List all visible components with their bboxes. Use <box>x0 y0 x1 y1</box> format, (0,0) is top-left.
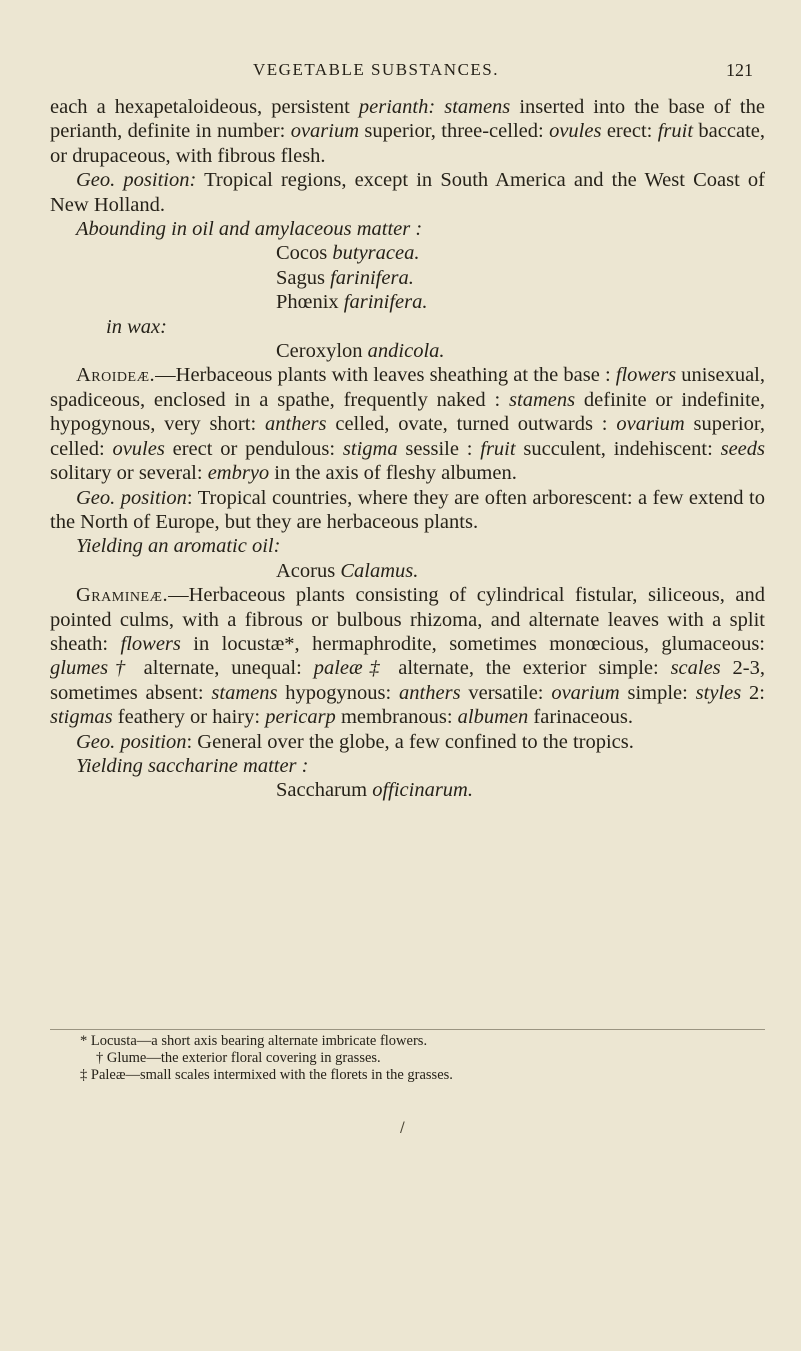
paragraph-gramineae-geo: Geo. position: General over the globe, a few confined to the tropics. <box>76 730 634 753</box>
running-header <box>0 60 801 84</box>
footnotes <box>50 1033 765 1084</box>
species-acorus: Acorus Calamus. <box>276 559 419 582</box>
species-saccharum: Saccharum officinarum. <box>276 779 473 802</box>
paragraph-gramineae: Gramineæ.—Herbaceous plants consisting of cylindrical fistular, siliceous, and pointed culms, with a fibrous or bulbous rhizoma, and alternate leaves with a split sheath: flowers in locustæ*, hermaphrodite, sometimes monœcious, glumaceous: glumes† alternate, unequal: paleæ‡ alternate, the exterior simple: scales 2-3, sometimes absent: stamens hypogynous: anthers versatile: ovarium simple: styles 2: stigmas feathery or hairy: pericarp membranous: albumen farinaceous. <box>50 584 765 729</box>
paragraph-palm-description: each a hexapetaloideous, persistent perianth: stamens inserted into the base of the perianth, definite in number: ovarium superior, three-celled: ovules erect: fruit baccate, or drupaceous, with fibrous flesh. <box>50 96 765 167</box>
species-phoenix: Phœnix farinifera. <box>276 291 428 314</box>
footnote-locusta: * Locusta—a short axis bearing alternate imbricate flowers. <box>80 1033 428 1049</box>
species-ceroxylon: Ceroxylon andicola. <box>276 340 445 363</box>
paragraph-aroideae-geo: Geo. position: Tropical countries, where they are often arborescent: a few extend to the North of Europe, but they are herbaceous plants. <box>50 486 766 533</box>
footnote-glume: † Glume—the exterior floral covering in grasses. <box>96 1050 381 1066</box>
footnote-paleae: ‡ Paleæ—small scales intermixed with the florets in the grasses. <box>80 1067 453 1083</box>
stray-mark: / <box>400 1120 405 1136</box>
species-cocos: Cocos butyracea. <box>276 242 420 265</box>
paragraph-in-wax: in wax: <box>106 315 167 338</box>
page-number: 121 <box>726 60 753 80</box>
species-sagus: Sagus farinifera. <box>276 266 414 289</box>
paragraph-saccharine: Yielding saccharine matter : <box>76 754 309 777</box>
paragraph-aroideae: Aroideæ.—Herbaceous plants with leaves sheathing at the base : flowers unisexual, spadiceous, enclosed in a spathe, frequently naked : stamens definite or indefinite, hypogynous, very short: anthers celled, ovate, turned outwards : ovarium superior, celled: ovules erect or pendulous: stigma sessile : fruit succulent, indehiscent: seeds solitary or several: embryo in the axis of fleshy albumen. <box>50 364 765 485</box>
paragraph-palm-geo: Geo. position: Tropical regions, except in South America and the West Coast of New Holland. <box>50 169 765 216</box>
paragraph-aromatic-oil: Yielding an aromatic oil: <box>76 535 281 558</box>
running-title: VEGETABLE SUBSTANCES. <box>253 60 500 79</box>
footnote-divider <box>50 1029 765 1030</box>
paragraph-abounding: Abounding in oil and amylaceous matter : <box>76 218 423 241</box>
body-text <box>50 95 765 803</box>
